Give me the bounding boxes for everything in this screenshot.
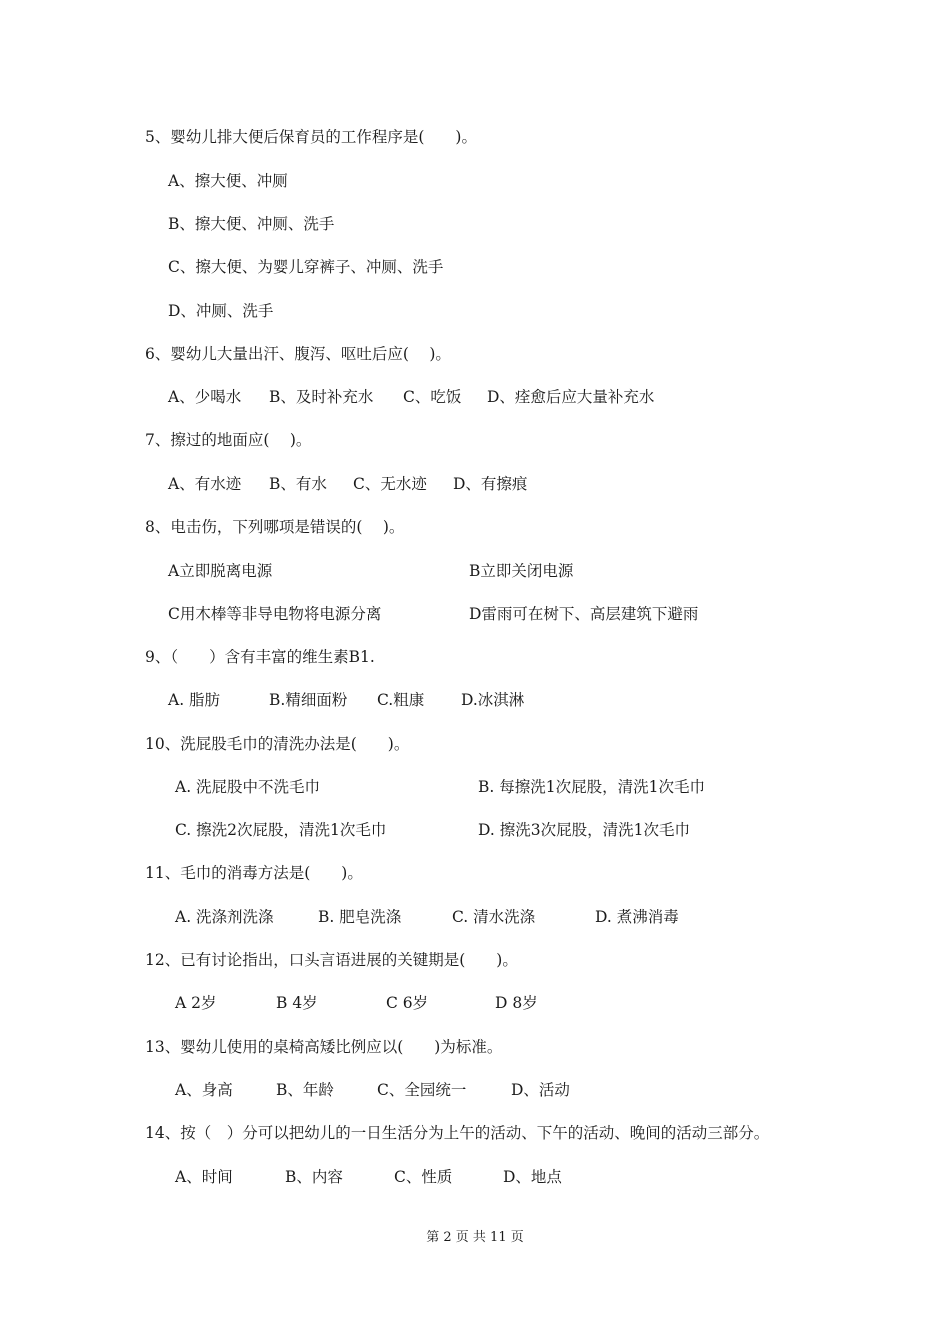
question-5-option-d: D、冲厕、洗手	[168, 302, 274, 320]
question-12-stem: 12、已有讨论指出，口头言语进展的关键期是( )。	[145, 951, 518, 969]
question-12-option-c: C 6岁	[386, 994, 429, 1012]
question-14-option-b: B、内容	[285, 1168, 343, 1186]
question-6-option-d: D、痊愈后应大量补充水	[487, 388, 655, 406]
question-6-option-c: C、吃饭	[403, 388, 462, 406]
question-11-option-b: B. 肥皂洗涤	[318, 908, 402, 926]
question-6-option-a: A、少喝水	[168, 388, 242, 406]
page-number-footer: 第 2 页 共 11 页	[426, 1230, 524, 1245]
question-5-stem: 5、婴幼儿排大便后保育员的工作程序是( )。	[145, 128, 477, 146]
question-6-stem: 6、婴幼儿大量出汗、腹泻、呕吐后应( )。	[145, 345, 451, 363]
question-9-stem: 9、（ ）含有丰富的维生素B1.	[145, 648, 375, 666]
question-13-option-a: A、身高	[175, 1081, 233, 1099]
question-14-option-c: C、性质	[394, 1168, 453, 1186]
question-8-option-a: A立即脱离电源	[168, 562, 273, 580]
question-7-option-c: C、无水迹	[353, 475, 427, 493]
question-11-option-d: D. 煮沸消毒	[595, 908, 679, 926]
question-10-option-b: B. 每擦洗1次屁股，清洗1次毛巾	[478, 778, 705, 796]
question-5-option-a: A、擦大便、冲厕	[168, 172, 288, 190]
question-10-stem: 10、洗屁股毛巾的清洗办法是( )。	[145, 735, 410, 753]
question-9-option-b: B.精细面粉	[269, 691, 348, 709]
question-11-stem: 11、毛巾的消毒方法是( )。	[145, 864, 363, 882]
question-12-option-d: D 8岁	[495, 994, 538, 1012]
question-13-option-d: D、活动	[511, 1081, 570, 1099]
question-9-option-c: C.粗康	[377, 691, 425, 709]
question-8-stem: 8、电击伤，下列哪项是错误的( )。	[145, 518, 405, 536]
question-10-option-d: D. 擦洗3次屁股，清洗1次毛巾	[478, 821, 690, 839]
question-11-option-a: A. 洗涤剂洗涤	[175, 908, 274, 926]
question-6-option-b: B、及时补充水	[269, 388, 374, 406]
question-9-option-a: A. 脂肪	[168, 691, 221, 709]
question-12-option-a: A 2岁	[175, 994, 217, 1012]
question-5-option-c: C、擦大便、为婴儿穿裤子、冲厕、洗手	[168, 258, 444, 276]
question-10-option-c: C. 擦洗2次屁股，清洗1次毛巾	[175, 821, 387, 839]
question-9-option-d: D.冰淇淋	[461, 691, 525, 709]
question-14-option-a: A、时间	[175, 1168, 233, 1186]
question-5-option-b: B、擦大便、冲厕、洗手	[168, 215, 335, 233]
question-14-option-d: D、地点	[503, 1168, 562, 1186]
question-7-option-a: A、有水迹	[168, 475, 242, 493]
question-7-stem: 7、擦过的地面应( )。	[145, 431, 312, 449]
question-7-option-b: B、有水	[269, 475, 327, 493]
question-13-option-c: C、全园统一	[377, 1081, 467, 1099]
question-13-stem: 13、婴幼儿使用的桌椅高矮比例应以( )为标准。	[145, 1038, 503, 1056]
question-10-option-a: A. 洗屁股中不洗毛巾	[175, 778, 321, 796]
question-13-option-b: B、年龄	[276, 1081, 334, 1099]
question-8-option-d: D雷雨可在树下、高层建筑下避雨	[469, 605, 699, 623]
question-8-option-c: C用木棒等非导电物将电源分离	[168, 605, 382, 623]
question-8-option-b: B立即关闭电源	[469, 562, 574, 580]
question-12-option-b: B 4岁	[276, 994, 318, 1012]
question-14-stem: 14、按（ ）分可以把幼儿的一日生活分为上午的活动、下午的活动、晚间的活动三部分。	[145, 1124, 770, 1142]
question-11-option-c: C. 清水洗涤	[452, 908, 536, 926]
question-7-option-d: D、有擦痕	[453, 475, 528, 493]
